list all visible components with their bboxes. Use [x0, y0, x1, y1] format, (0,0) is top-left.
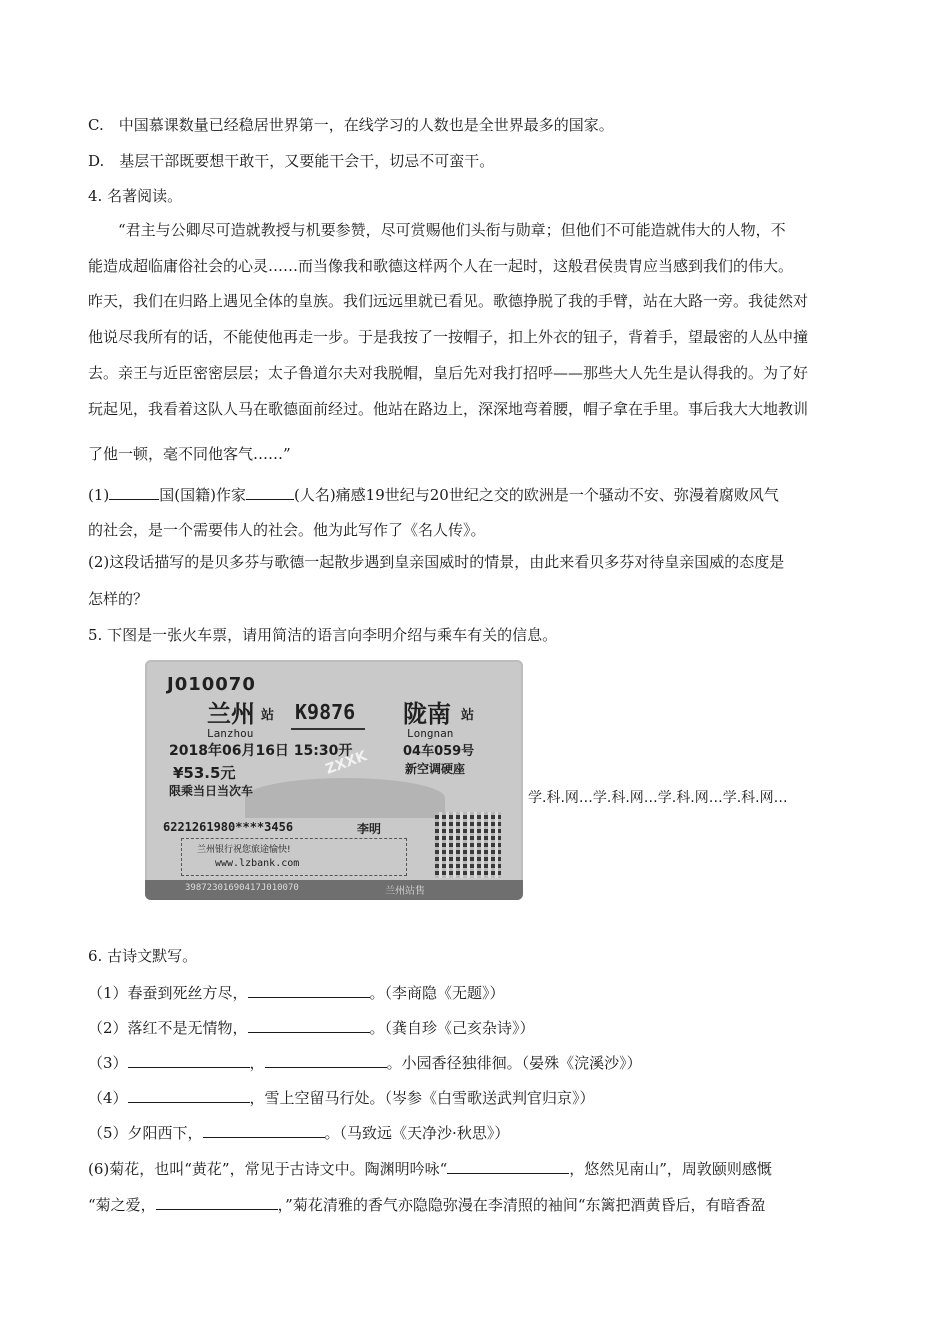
answer-blank[interactable] [109, 484, 159, 500]
q4-passage-line: 他说尽我所有的话，不能使他再走一步。于是我按了一按帽子，扣上外衣的钮子，背着手，望最密的人丛中撞 [88, 328, 809, 346]
q6-item [88, 1122, 509, 1143]
answer-blank[interactable] [128, 1052, 250, 1068]
q6-item-text: （3） [88, 1054, 128, 1072]
q4-sub1-number: (1) [88, 486, 110, 504]
ticket-from-station: 兰州 [207, 700, 255, 728]
ticket-arrow-icon [291, 728, 365, 730]
option-c: C. 中国慕课数量已经稳居世界第一，在线学习的人数也是全世界最多的国家。 [88, 116, 614, 134]
q4-sub1-line2: 的社会，是一个需要伟人的社会。他为此写作了《名人传》。 [88, 521, 486, 539]
q6-item [88, 1194, 766, 1215]
ticket-ad-text: 兰州银行祝您旅途愉快! [197, 845, 291, 855]
q4-passage-line: “君主与公卿尽可造就教授与机要参赞，尽可赏赐他们头衔与勋章；但他们不可能造就伟大的人物，不 [118, 221, 786, 239]
ticket-seat: 04车059号 [403, 744, 475, 759]
q4-passage-line: 能造成超临庸俗社会的心灵……而当像我和歌德这样两个人在一起时，这般君侯贵胄应当感到我们的伟大。 [88, 257, 794, 275]
q6-item-text: （4） [88, 1089, 128, 1107]
answer-blank[interactable] [246, 484, 294, 500]
ticket-serial: 39872301690417J010070 [185, 883, 299, 893]
ticket-watermark: ZXXK [323, 748, 370, 778]
q6-item [88, 1158, 772, 1179]
answer-blank[interactable] [156, 1194, 278, 1210]
q4-sub1-text: (人名)痛感19世纪与20世纪之交的欧洲是一个骚动不安、弥漫着腐败风气 [293, 486, 779, 504]
watermark-text: 学.科.网…学.科.网…学.科.网…学.科.网… [528, 790, 788, 806]
q4-title: 4. 名著阅读。 [88, 187, 183, 205]
q6-item-text: ，雪上空留马行处。（岑参《白雪歌送武判官归京》） [249, 1089, 595, 1107]
q6-item-text: “菊之爱， [88, 1196, 156, 1214]
ticket-datetime: 2018年06月16日 15:30开 [169, 743, 353, 759]
q4-sub1 [88, 484, 779, 505]
q4-passage-line: 昨天，我们在归路上遇见全体的皇族。我们远远里就已看见。歌德挣脱了我的手臂，站在大路一旁。我徒然对 [88, 292, 809, 310]
q6-item-text: ， [249, 1054, 265, 1072]
ticket-passenger-name: 李明 [357, 822, 382, 836]
ticket-price: ¥53.5元 [173, 764, 236, 782]
q4-passage-line: 了他一顿，毫不同他客气……” [88, 445, 291, 463]
ticket-to-station: 陇南 [403, 700, 451, 728]
q6-item [88, 1017, 535, 1038]
ticket-station-label: 站 [461, 708, 475, 723]
q4-passage-line: 去。亲王与近臣密密层层；太子鲁道尔夫对我脱帽，皇后先对我打招呼——那些大人先生是认得我的。为了好 [88, 364, 809, 382]
q6-item-text: （5）夕阳西下， [88, 1124, 203, 1142]
ticket-train-number: K9876 [295, 700, 356, 724]
option-d: D. 基层干部既要想干敢干，又要能干会干，切忌不可蛮干。 [88, 152, 495, 170]
q6-item-text: 。小园香径独徘徊。（晏殊《浣溪沙》） [386, 1054, 642, 1072]
ticket-code: J010070 [167, 674, 256, 695]
answer-blank[interactable] [128, 1087, 250, 1103]
answer-blank[interactable] [248, 1017, 370, 1033]
ticket-limit: 限乘当日当次车 [169, 784, 254, 798]
ticket-ad-url: www.lzbank.com [215, 858, 300, 869]
q5-title: 5. 下图是一张火车票，请用简洁的语言向李明介绍与乘车有关的信息。 [88, 626, 558, 644]
q6-item [88, 1052, 642, 1073]
q6-title: 6. 古诗文默写。 [88, 947, 198, 965]
q6-item-text: （1）春蚕到死丝方尽， [88, 984, 248, 1002]
ticket-sale-station: 兰州站售 [385, 886, 425, 897]
ticket-background-mountain [245, 778, 445, 818]
q6-item-text: ，”菊花清雅的香气亦隐隐弥漫在李清照的袖间“东篱把酒黄昏后，有暗香盈 [277, 1196, 766, 1214]
ticket-to-en: Longnan [407, 727, 454, 740]
q6-item-text: 。（李商隐《无题》） [369, 984, 505, 1002]
ticket-station-label: 站 [261, 708, 275, 723]
ticket-from-en: Lanzhou [207, 727, 254, 740]
q6-item-text: 。（马致远《天净沙·秋思》） [324, 1124, 510, 1142]
answer-blank[interactable] [203, 1122, 325, 1138]
q6-item-text: (6)菊花，也叫“黄花”，常见于古诗文中。陶渊明吟咏“ [88, 1160, 448, 1178]
q6-item [88, 982, 505, 1003]
q6-item-text: ，悠然见南山”，周敦颐则感慨 [569, 1160, 772, 1178]
q4-passage-line: 玩起见，我看着这队人马在歌德面前经过。他站在路边上，深深地弯着腰，帽子拿在手里。事后我大大地教训 [88, 400, 809, 418]
answer-blank[interactable] [447, 1158, 569, 1174]
ticket-id-number: 6221261980****3456 [163, 820, 294, 834]
q6-item-text: （2）落红不是无情物， [88, 1019, 248, 1037]
answer-blank[interactable] [265, 1052, 387, 1068]
qr-code-icon [435, 812, 501, 878]
q6-item [88, 1087, 595, 1108]
train-ticket-image [145, 660, 523, 900]
ticket-seat-class: 新空调硬座 [405, 762, 466, 776]
q4-sub2-line2: 怎样的？ [88, 590, 149, 608]
q4-sub2-line1: (2)这段话描写的是贝多芬与歌德一起散步遇到皇亲国威时的情景，由此来看贝多芬对待皇亲国威的态度是 [88, 553, 785, 571]
q4-sub1-text: 国(国籍)作家 [159, 486, 246, 504]
answer-blank[interactable] [248, 982, 370, 998]
q6-item-text: 。（龚自珍《己亥杂诗》） [369, 1019, 535, 1037]
